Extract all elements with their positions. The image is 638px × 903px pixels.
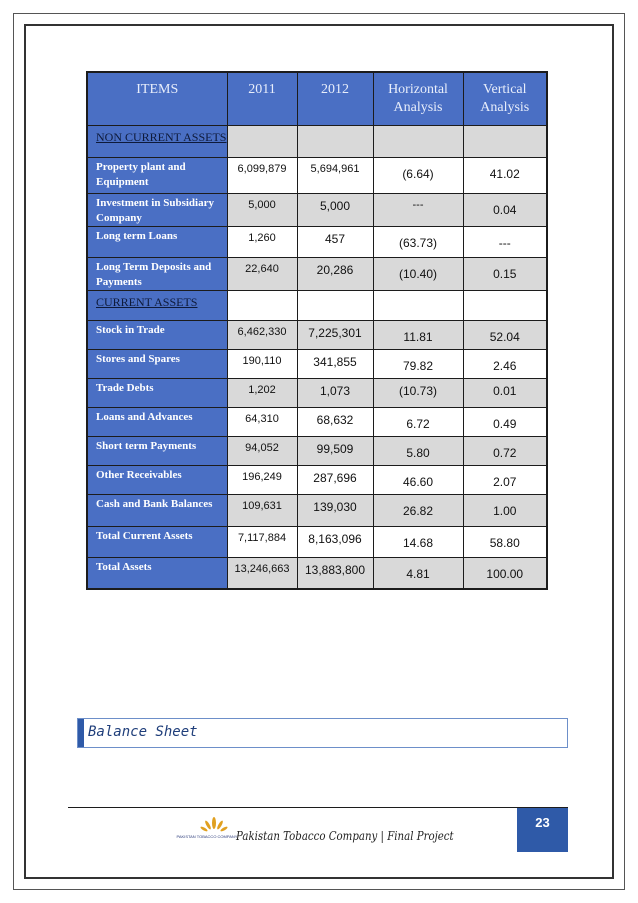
cell-horizontal: 26.82 xyxy=(373,494,463,526)
row-item: Trade Debts xyxy=(87,378,227,407)
cell-2012: 5,000 xyxy=(297,193,373,226)
logo-text: PAKISTAN TOBACCO COMPANY xyxy=(176,834,238,839)
cell-2012: 99,509 xyxy=(297,436,373,465)
page-number: 23 xyxy=(517,808,568,852)
footer-project-text: Pakistan Tobacco Company | Final Project xyxy=(236,829,454,843)
empty-cell xyxy=(463,290,547,320)
cell-vertical: 2.07 xyxy=(463,465,547,494)
row-item: Loans and Advances xyxy=(87,407,227,436)
cell-horizontal: 6.72 xyxy=(373,407,463,436)
table-row xyxy=(87,193,547,226)
cell-vertical: 41.02 xyxy=(463,157,547,193)
section-label-current xyxy=(87,290,227,320)
row-item: Other Receivables xyxy=(87,465,227,494)
section-banner xyxy=(77,718,568,748)
cell-2011: 1,260 xyxy=(227,226,297,257)
cell-2011: 190,110 xyxy=(227,349,297,378)
row-item: Cash and Bank Balances xyxy=(87,494,227,526)
table-row xyxy=(87,465,547,494)
cell-2011: 22,640 xyxy=(227,257,297,290)
cell-2011: 94,052 xyxy=(227,436,297,465)
cell-2011: 64,310 xyxy=(227,407,297,436)
table-row xyxy=(87,157,547,193)
cell-2011: 6,462,330 xyxy=(227,320,297,349)
section-row-non-current xyxy=(87,125,547,157)
footer-divider xyxy=(68,807,568,808)
table-row-total xyxy=(87,526,547,557)
row-item: Stock in Trade xyxy=(87,320,227,349)
banner-title: Balance Sheet xyxy=(88,724,198,740)
cell-horizontal: (10.40) xyxy=(373,257,463,290)
table-row-total xyxy=(87,557,547,589)
table-row xyxy=(87,257,547,290)
header-items: ITEMS xyxy=(87,72,227,125)
header-horizontal-analysis: Horizontal Analysis xyxy=(373,72,463,125)
cell-2011: 5,000 xyxy=(227,193,297,226)
cell-vertical: 0.15 xyxy=(463,257,547,290)
empty-cell xyxy=(463,125,547,157)
table-row xyxy=(87,378,547,407)
cell-horizontal: (10.73) xyxy=(373,378,463,407)
header-2011: 2011 xyxy=(227,72,297,125)
cell-2012: 1,073 xyxy=(297,378,373,407)
cell-horizontal: 14.68 xyxy=(373,526,463,557)
cell-vertical: 2.46 xyxy=(463,349,547,378)
cell-2011: 13,246,663 xyxy=(227,557,297,589)
cell-2012: 7,225,301 xyxy=(297,320,373,349)
cell-vertical: 0.72 xyxy=(463,436,547,465)
cell-vertical: 100.00 xyxy=(463,557,547,589)
cell-2012: 287,696 xyxy=(297,465,373,494)
empty-cell xyxy=(297,125,373,157)
table-row xyxy=(87,320,547,349)
cell-2011: 7,117,884 xyxy=(227,526,297,557)
empty-cell xyxy=(297,290,373,320)
cell-vertical: 0.49 xyxy=(463,407,547,436)
table-row xyxy=(87,407,547,436)
row-item: Long term Loans xyxy=(87,226,227,257)
cell-2012: 139,030 xyxy=(297,494,373,526)
cell-horizontal: 46.60 xyxy=(373,465,463,494)
cell-horizontal: --- xyxy=(373,193,463,226)
balance-sheet-table xyxy=(86,71,548,590)
cell-horizontal: 5.80 xyxy=(373,436,463,465)
row-item: Long Term Deposits and Payments xyxy=(87,257,227,290)
cell-horizontal: 4.81 xyxy=(373,557,463,589)
table-row xyxy=(87,349,547,378)
cell-2011: 109,631 xyxy=(227,494,297,526)
section-text: CURRENT ASSETS xyxy=(96,294,198,309)
cell-horizontal: 11.81 xyxy=(373,320,463,349)
row-item: Property plant and Equipment xyxy=(87,157,227,193)
section-label-non-current xyxy=(87,125,227,157)
cell-vertical: 58.80 xyxy=(463,526,547,557)
company-logo-icon xyxy=(184,815,244,845)
table-row xyxy=(87,494,547,526)
cell-2012: 8,163,096 xyxy=(297,526,373,557)
empty-cell xyxy=(373,290,463,320)
cell-vertical: 52.04 xyxy=(463,320,547,349)
cell-horizontal: (6.64) xyxy=(373,157,463,193)
cell-2011: 196,249 xyxy=(227,465,297,494)
empty-cell xyxy=(373,125,463,157)
cell-vertical: 1.00 xyxy=(463,494,547,526)
section-text: NON CURRENT ASSETS xyxy=(96,129,227,144)
cell-2012: 13,883,800 xyxy=(297,557,373,589)
row-item: Stores and Spares xyxy=(87,349,227,378)
header-2012: 2012 xyxy=(297,72,373,125)
empty-cell xyxy=(227,290,297,320)
row-item: Investment in Subsidiary Company xyxy=(87,193,227,226)
banner-accent-bar xyxy=(78,719,84,747)
table-row xyxy=(87,226,547,257)
cell-2011: 6,099,879 xyxy=(227,157,297,193)
header-vertical-analysis: Vertical Analysis xyxy=(463,72,547,125)
cell-vertical: 0.04 xyxy=(463,193,547,226)
cell-vertical: --- xyxy=(463,226,547,257)
table-header-row xyxy=(87,72,547,125)
cell-2012: 5,694,961 xyxy=(297,157,373,193)
cell-horizontal: 79.82 xyxy=(373,349,463,378)
row-item: Total Assets xyxy=(87,557,227,589)
cell-2012: 457 xyxy=(297,226,373,257)
cell-2011: 1,202 xyxy=(227,378,297,407)
table-row xyxy=(87,436,547,465)
cell-vertical: 0.01 xyxy=(463,378,547,407)
section-row-current xyxy=(87,290,547,320)
row-item: Short term Payments xyxy=(87,436,227,465)
cell-2012: 341,855 xyxy=(297,349,373,378)
empty-cell xyxy=(227,125,297,157)
row-item: Total Current Assets xyxy=(87,526,227,557)
cell-2012: 68,632 xyxy=(297,407,373,436)
cell-2012: 20,286 xyxy=(297,257,373,290)
cell-horizontal: (63.73) xyxy=(373,226,463,257)
